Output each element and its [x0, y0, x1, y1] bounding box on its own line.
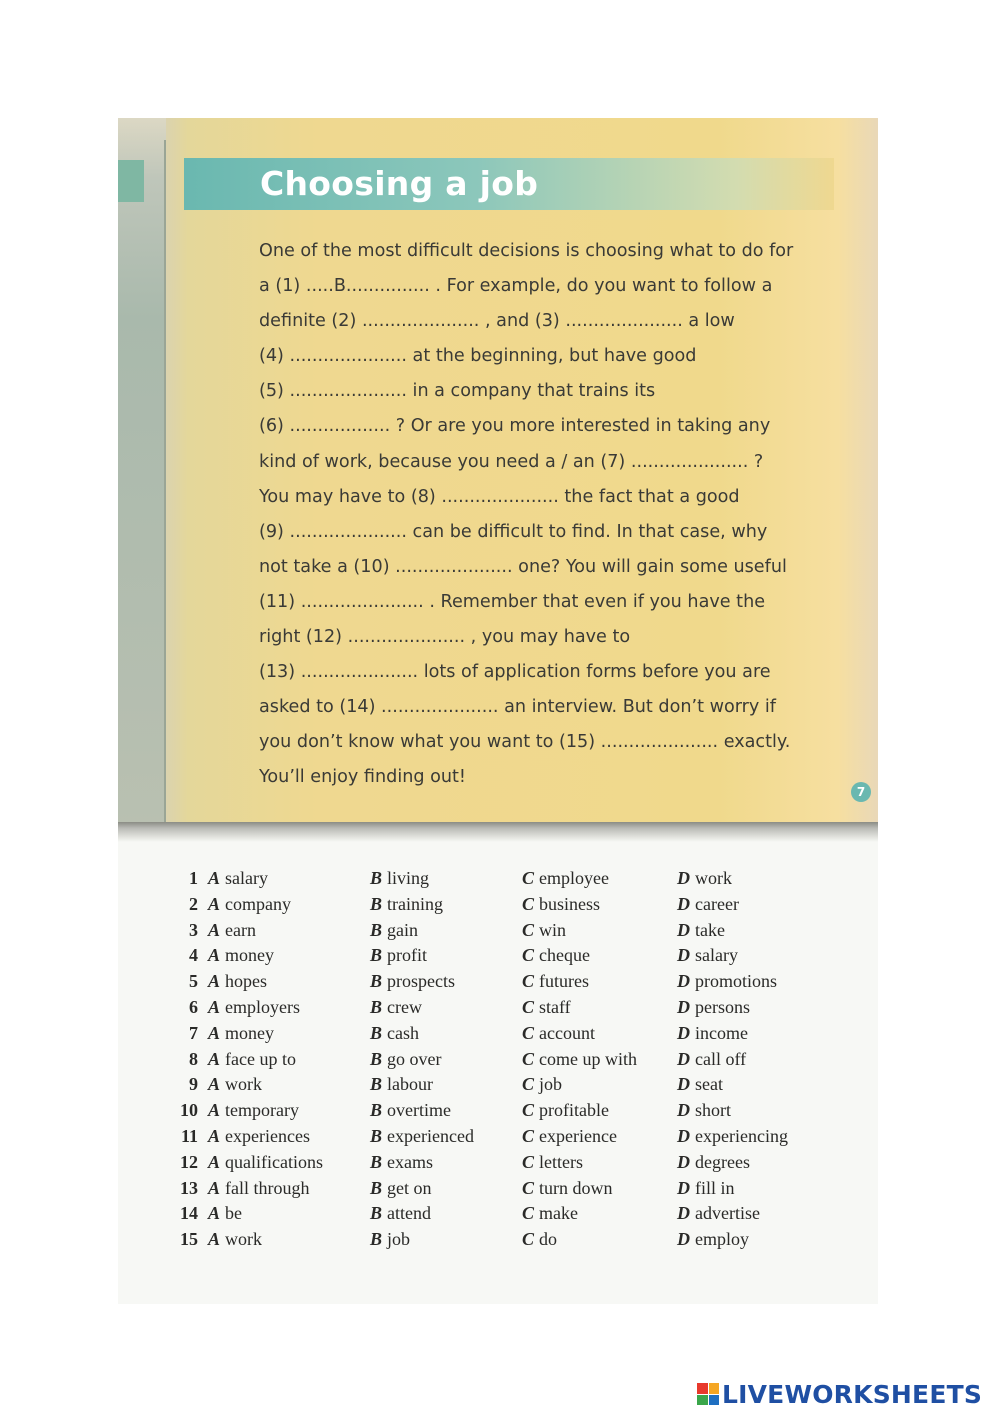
option-word: money: [225, 1022, 275, 1043]
question-number: 6: [189, 996, 198, 1017]
option-word: take: [695, 919, 725, 940]
option-word: attend: [387, 1203, 431, 1224]
option-a: [208, 943, 274, 969]
option-word: persons: [695, 996, 750, 1017]
logo-mark-square: [709, 1383, 720, 1394]
question-number: 4: [189, 945, 198, 966]
option-letter: C: [522, 1177, 535, 1198]
option-letter: D: [677, 1203, 690, 1224]
option-d: [677, 969, 777, 995]
page-margin: [118, 118, 166, 828]
option-a: [208, 918, 256, 944]
option-letter: D: [677, 1074, 690, 1095]
passage-line: a (1) .....B............... . For example, do you want to follow a: [259, 276, 773, 297]
option-word: staff: [539, 996, 571, 1017]
option-c: [522, 1021, 595, 1047]
option-letter: A: [208, 1022, 221, 1043]
passage-line: You may have to (8) ..................... the fact that a good: [259, 486, 740, 507]
option-b: [370, 1227, 410, 1253]
option-c: [522, 866, 609, 892]
passage-line: One of the most difficult decisions is choosing what to do for: [259, 241, 794, 261]
option-d: [677, 1201, 760, 1227]
question-number: 5: [189, 971, 198, 992]
option-b: [370, 943, 427, 969]
option-word: career: [695, 893, 739, 914]
option-word: work: [225, 1074, 263, 1095]
option-c: [522, 1150, 583, 1176]
option-letter: B: [370, 1177, 383, 1198]
option-word: promotions: [695, 971, 778, 992]
margin-tab: [118, 160, 144, 202]
option-letter: B: [370, 1100, 383, 1121]
option-b: [370, 1098, 451, 1124]
option-word: labour: [387, 1074, 433, 1095]
option-d: [677, 1021, 748, 1047]
passage-line: kind of work, because you need a / an (7) ..................... ?: [259, 451, 764, 472]
option-word: salary: [695, 945, 738, 966]
option-word: get on: [387, 1177, 432, 1198]
option-letter: B: [370, 1151, 383, 1172]
liveworksheets-logo: [697, 1380, 982, 1408]
option-b: [370, 918, 418, 944]
option-word: company: [225, 893, 291, 914]
option-letter: D: [677, 893, 690, 914]
option-a: [208, 1072, 262, 1098]
option-d: [677, 995, 750, 1021]
option-word: be: [225, 1203, 243, 1224]
option-letter: A: [208, 893, 221, 914]
option-word: win: [539, 919, 567, 940]
option-letter: A: [208, 1177, 221, 1198]
option-b: [370, 1072, 433, 1098]
passage-line: definite (2) ..................... , and (3) ..................... a low: [259, 311, 735, 332]
margin-divider: [164, 140, 166, 830]
option-c: [522, 1201, 578, 1227]
question-number: 13: [180, 1177, 198, 1198]
option-word: call off: [695, 1048, 747, 1069]
option-d: [677, 1047, 746, 1073]
option-word: fill in: [695, 1177, 735, 1198]
option-word: earn: [225, 919, 256, 940]
option-letter: B: [370, 1229, 383, 1250]
option-c: [522, 969, 589, 995]
option-letter: A: [208, 1048, 221, 1069]
option-a: [208, 995, 300, 1021]
option-a: [208, 1098, 299, 1124]
logo-text: LIVEWORKSHEETS: [722, 1379, 983, 1409]
option-letter: A: [208, 1100, 221, 1121]
option-word: money: [225, 945, 275, 966]
option-word: experience: [539, 1125, 617, 1146]
option-d: [677, 918, 725, 944]
option-word: qualifications: [225, 1151, 323, 1172]
option-a: [208, 866, 268, 892]
option-letter: A: [208, 971, 221, 992]
option-d: [677, 1072, 723, 1098]
option-a: [208, 1227, 262, 1253]
option-letter: B: [370, 971, 383, 992]
option-word: degrees: [695, 1151, 750, 1172]
option-word: work: [695, 868, 732, 888]
passage-line: not take a (10) ..................... one? You will gain some useful: [259, 556, 787, 577]
passage-line: You’ll enjoy finding out!: [259, 767, 466, 788]
option-word: employ: [695, 1229, 749, 1250]
option-word: work: [225, 1229, 263, 1250]
option-word: face up to: [225, 1048, 296, 1069]
question-number: 1: [189, 868, 198, 888]
reading-panel: [118, 118, 878, 828]
option-letter: A: [208, 919, 221, 940]
option-word: come up with: [539, 1048, 637, 1069]
option-word: advertise: [695, 1203, 760, 1224]
option-word: employers: [225, 996, 300, 1017]
option-word: experiencing: [695, 1125, 788, 1146]
option-letter: A: [208, 1151, 221, 1172]
option-b: [370, 866, 429, 892]
option-letter: C: [522, 1125, 535, 1146]
option-a: [208, 1047, 296, 1073]
option-word: futures: [539, 971, 589, 992]
option-c: [522, 1047, 637, 1073]
option-letter: B: [370, 1022, 383, 1043]
option-letter: C: [522, 1229, 535, 1250]
option-c: [522, 995, 571, 1021]
option-a: [208, 1124, 310, 1150]
option-b: [370, 1021, 419, 1047]
option-letter: B: [370, 945, 383, 966]
option-letter: D: [677, 945, 690, 966]
option-word: income: [695, 1022, 748, 1043]
option-letter: A: [208, 945, 221, 966]
option-word: exams: [387, 1151, 433, 1172]
option-letter: D: [677, 1100, 690, 1121]
question-number: 9: [189, 1074, 198, 1095]
passage-line: (13) ..................... lots of application forms before you are: [259, 662, 771, 683]
option-d: [677, 1124, 788, 1150]
option-b: [370, 995, 422, 1021]
option-word: gain: [387, 919, 419, 940]
option-word: profitable: [539, 1100, 609, 1121]
logo-mark-square: [697, 1395, 708, 1406]
option-b: [370, 892, 443, 918]
option-d: [677, 943, 738, 969]
option-b: [370, 969, 455, 995]
option-letter: C: [522, 945, 535, 966]
question-number: 12: [180, 1151, 198, 1172]
option-letter: A: [208, 1203, 221, 1224]
option-letter: C: [522, 1100, 535, 1121]
option-b: [370, 1150, 433, 1176]
passage-line: right (12) ..................... , you may have to: [259, 627, 631, 648]
passage-line: you don’t know what you want to (15) ..................... exactly.: [259, 732, 791, 753]
question-number: 3: [189, 919, 198, 940]
logo-mark-square: [709, 1395, 720, 1406]
option-a: [208, 1150, 323, 1176]
option-word: experiences: [225, 1125, 310, 1146]
option-letter: A: [208, 868, 221, 888]
option-letter: B: [370, 868, 383, 888]
logo-mark-square: [697, 1383, 708, 1394]
option-letter: D: [677, 1177, 690, 1198]
option-letter: D: [677, 1022, 690, 1043]
passage-line: (11) ...................... . Remember that even if you have the: [259, 591, 766, 612]
option-word: crew: [387, 996, 422, 1017]
passage-line: (9) ..................... can be difficult to find. In that case, why: [259, 521, 768, 542]
option-letter: B: [370, 893, 383, 914]
option-b: [370, 1047, 442, 1073]
option-word: training: [387, 893, 444, 914]
option-word: cash: [387, 1022, 419, 1043]
option-word: hopes: [225, 971, 268, 992]
option-c: [522, 1176, 613, 1202]
option-d: [677, 866, 732, 892]
option-letter: A: [208, 1125, 221, 1146]
option-word: living: [387, 868, 430, 888]
option-letter: C: [522, 1151, 535, 1172]
option-word: business: [539, 893, 601, 914]
question-number: 7: [189, 1022, 198, 1043]
option-letter: A: [208, 996, 221, 1017]
option-word: account: [539, 1022, 595, 1043]
gap-fill-passage: [259, 234, 859, 796]
option-letter: C: [522, 1022, 535, 1043]
option-word: prospects: [387, 971, 455, 992]
option-word: experienced: [387, 1125, 474, 1146]
option-c: [522, 1072, 562, 1098]
option-c: [522, 943, 590, 969]
option-letter: B: [370, 919, 383, 940]
option-word: job: [539, 1074, 563, 1095]
option-letter: D: [677, 996, 690, 1017]
option-b: [370, 1124, 474, 1150]
option-word: go over: [387, 1048, 442, 1069]
option-letter: D: [677, 1229, 690, 1250]
question-number: 8: [189, 1048, 198, 1069]
option-letter: A: [208, 1229, 221, 1250]
option-letter: D: [677, 1125, 690, 1146]
option-c: [522, 1098, 609, 1124]
option-letter: D: [677, 971, 690, 992]
option-letter: C: [522, 1074, 535, 1095]
option-a: [208, 969, 267, 995]
option-letter: C: [522, 996, 535, 1017]
option-d: [677, 1176, 735, 1202]
option-letter: B: [370, 1074, 383, 1095]
option-word: employee: [539, 868, 609, 888]
option-word: do: [539, 1229, 558, 1250]
option-word: seat: [695, 1074, 723, 1095]
option-b: [370, 1201, 431, 1227]
option-word: cheque: [539, 945, 590, 966]
page-fold-shadow: [118, 822, 878, 842]
option-a: [208, 1021, 274, 1047]
option-word: make: [539, 1203, 578, 1224]
question-number: 15: [180, 1229, 198, 1250]
worksheet-title: Choosing a job: [260, 164, 539, 203]
scanned-page: [118, 118, 878, 1304]
question-number: 14: [180, 1203, 198, 1224]
question-number: 11: [180, 1125, 198, 1146]
option-letter: C: [522, 868, 535, 888]
option-letter: D: [677, 1048, 690, 1069]
option-letter: C: [522, 919, 535, 940]
option-word: letters: [539, 1151, 583, 1172]
option-letter: B: [370, 996, 383, 1017]
option-c: [522, 892, 600, 918]
option-letter: C: [522, 1203, 535, 1224]
option-letter: C: [522, 1048, 535, 1069]
question-number: 10: [180, 1100, 198, 1121]
option-d: [677, 1098, 731, 1124]
question-number: 2: [189, 893, 198, 914]
passage-line: (4) ..................... at the beginning, but have good: [259, 346, 697, 367]
logo-mark-icon: [697, 1383, 719, 1405]
option-c: [522, 1124, 617, 1150]
option-letter: C: [522, 893, 535, 914]
option-word: turn down: [539, 1177, 613, 1198]
option-a: [208, 892, 291, 918]
option-d: [677, 1227, 749, 1253]
option-letter: D: [677, 868, 690, 888]
option-letter: D: [677, 1151, 690, 1172]
option-letter: B: [370, 1203, 383, 1224]
passage-line: (6) .................. ? Or are you more interested in taking any: [259, 416, 771, 437]
option-word: fall through: [225, 1177, 310, 1198]
option-d: [677, 892, 739, 918]
option-letter: B: [370, 1125, 383, 1146]
page-number-badge: 7: [851, 782, 871, 802]
option-letter: C: [522, 971, 535, 992]
option-c: [522, 1227, 557, 1253]
option-d: [677, 1150, 750, 1176]
option-word: salary: [225, 868, 268, 888]
option-c: [522, 918, 566, 944]
option-word: profit: [387, 945, 428, 966]
option-letter: A: [208, 1074, 221, 1095]
option-letter: B: [370, 1048, 383, 1069]
passage-line: asked to (14) ..................... an interview. But don’t worry if: [259, 697, 776, 718]
option-word: short: [695, 1100, 731, 1121]
option-a: [208, 1176, 310, 1202]
option-b: [370, 1176, 432, 1202]
option-word: overtime: [387, 1100, 451, 1121]
option-letter: D: [677, 919, 690, 940]
option-a: [208, 1201, 242, 1227]
option-word: job: [387, 1229, 411, 1250]
option-word: temporary: [225, 1100, 299, 1121]
passage-line: (5) ..................... in a company that trains its: [259, 381, 656, 402]
